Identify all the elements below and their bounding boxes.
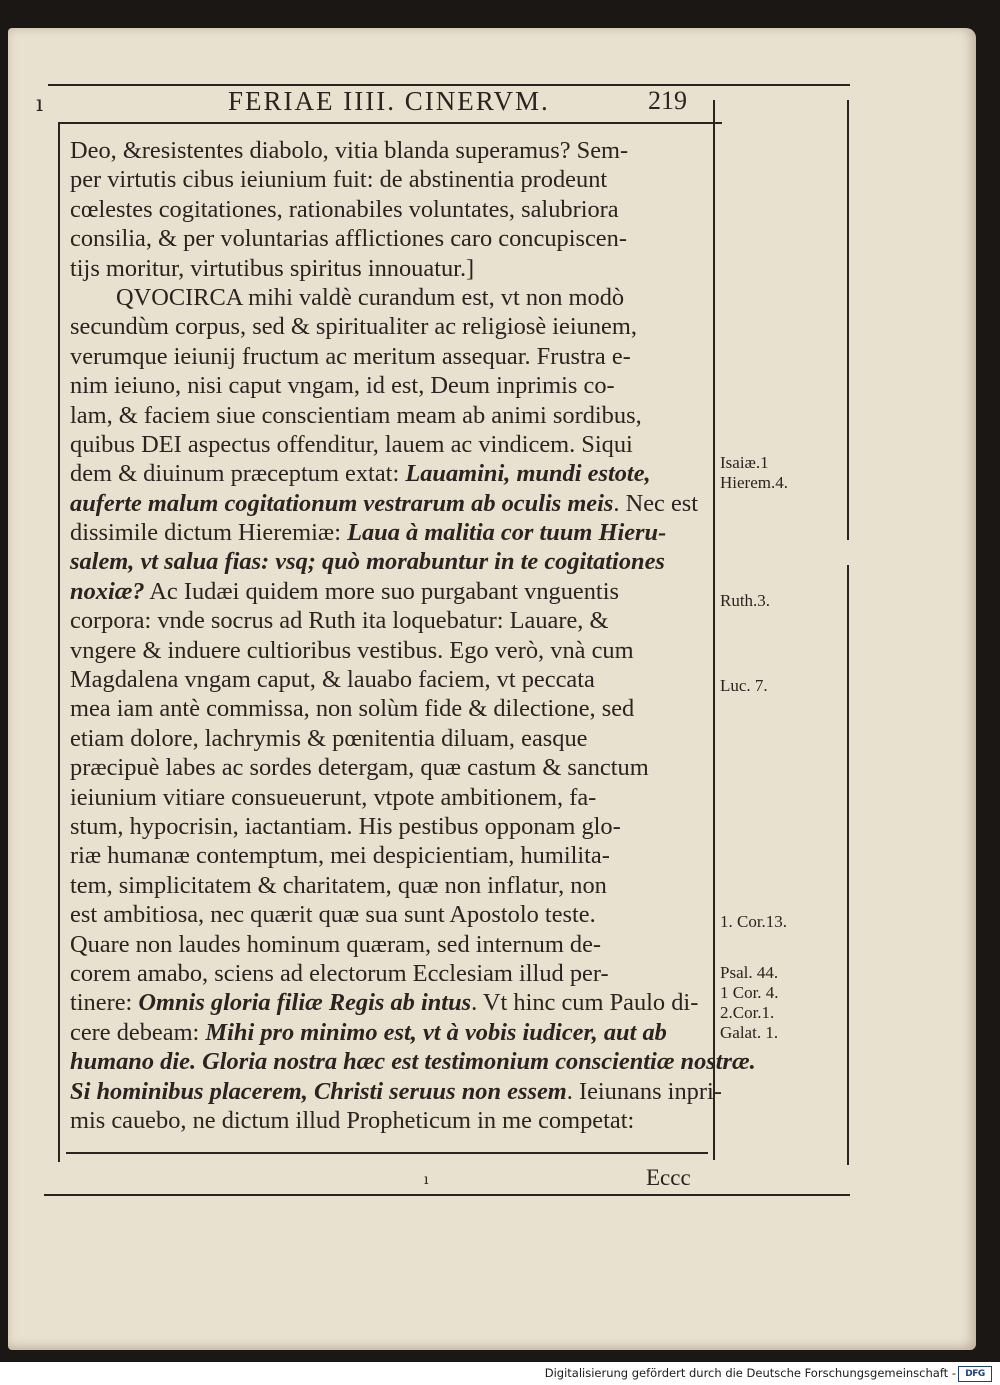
text-line	[70, 547, 706, 576]
text-run: quibus DEI aspectus offenditur, lauem ac vindicem. Siqui	[70, 430, 633, 458]
text-run: riæ humanæ contemptum, mei despicientiam, humilita-	[70, 842, 610, 870]
text-line	[70, 871, 706, 900]
text-run: . Ieiunans inpri-	[566, 1077, 722, 1105]
text-line	[70, 1077, 722, 1106]
text-run: secundùm corpus, sed & spiritualiter ac religiosè ieiunem,	[70, 313, 637, 341]
footer-mark: ı	[424, 1172, 429, 1188]
italic-quote: Laua à malitia cor tuum Hieru-	[347, 519, 667, 547]
text-run: cere debeam:	[70, 1018, 206, 1046]
text-run: mea iam antè commissa, non solùm fide & dilectione, sed	[70, 695, 635, 723]
page-number: 219	[648, 86, 687, 115]
marginal-note: 1 Cor. 4.	[720, 983, 779, 1002]
text-line	[70, 900, 706, 929]
running-head: FERIAE IIII. CINERVM.	[228, 86, 550, 116]
text-run: ieiunium vitiare consueuerunt, vtpote ambitionem, fa-	[70, 783, 597, 811]
text-line	[70, 342, 706, 371]
text-run: verumque ieiunij fructum ac meritum assequar. Frustra e-	[70, 342, 631, 370]
marginal-note: Hierem.4.	[720, 473, 788, 492]
text-line	[70, 783, 706, 812]
italic-quote: auferte malum cogitationum vestrarum ab oculis meis	[70, 489, 614, 517]
text-line	[70, 136, 706, 165]
text-line	[70, 606, 706, 635]
text-line	[70, 312, 706, 341]
marginal-note: 1. Cor.13.	[720, 912, 788, 931]
marginal-note: Galat. 1.	[720, 1023, 779, 1042]
text-run: . Nec est	[613, 489, 699, 517]
text-run: corpora: vnde socrus ad Ruth ita loquebatur: Lauare, &	[70, 607, 609, 635]
text-run: præcipuè labes ac sordes detergam, quæ castum & sanctum	[70, 754, 649, 782]
text-run: Ac Iudæi quidem more suo purgabant vnguentis	[144, 577, 619, 605]
footer-rule-lower	[44, 1194, 850, 1196]
text-run: dem & diuinum præceptum extat:	[70, 460, 406, 488]
text-line	[70, 812, 706, 841]
text-line	[70, 195, 706, 224]
footer-rule-upper	[66, 1152, 708, 1154]
text-line	[70, 254, 706, 283]
signature-mark: Eccc	[646, 1165, 691, 1190]
text-run: consilia, & per voluntarias afflictiones caro concupiscen-	[70, 225, 627, 253]
text-run: stum, hypocrisin, iactantiam. His pestibus opponam glo-	[70, 812, 621, 840]
text-run: tinere:	[70, 989, 139, 1017]
text-run: nim ieiuno, nisi caput vngam, id est, Deum inprimis co-	[70, 372, 615, 400]
text-run: cœlestes cogitationes, rationabiles voluntates, salubriora	[70, 195, 619, 223]
text-line	[70, 694, 706, 723]
italic-quote: Si hominibus placerem, Christi seruus non essem	[70, 1077, 567, 1105]
left-column-rule	[58, 122, 60, 1162]
outer-margin-rule-lower	[847, 565, 849, 1165]
marginal-note: Luc. 7.	[720, 676, 768, 695]
text-line	[70, 930, 706, 959]
marginal-note: 2.Cor.1.	[720, 1003, 775, 1022]
text-run: vngere & induere cultioribus vestibus. Ego verò, vnà cum	[70, 636, 634, 664]
text-line	[70, 459, 706, 488]
text-line	[70, 1018, 706, 1047]
italic-quote: Mihi pro minimo est, vt à vobis iudicer, aut ab	[205, 1018, 667, 1046]
header-rule-bottom	[60, 122, 722, 124]
text-run: dissimile dictum Hieremiæ:	[70, 519, 348, 547]
text-run: per virtutis cibus ieiunium fuit: de abstinentia prodeunt	[70, 166, 608, 194]
text-line	[70, 224, 706, 253]
text-line	[70, 1106, 706, 1135]
italic-quote: noxiæ?	[70, 577, 145, 605]
text-line	[70, 841, 706, 870]
italic-quote: humano die. Gloria nostra hæc est testimonium conscientiæ nostræ.	[70, 1048, 756, 1076]
text-line	[70, 1047, 756, 1076]
text-line	[70, 401, 706, 430]
text-run: tijs moritur, virtutibus spiritus innouatur.]	[70, 254, 475, 282]
marginal-note: Psal. 44.	[720, 963, 779, 982]
text-line	[70, 724, 706, 753]
italic-quote: Lauamini, mundi estote,	[405, 460, 651, 488]
header-mark: ı	[36, 92, 44, 117]
text-line	[70, 988, 706, 1017]
text-line	[70, 371, 706, 400]
dfg-logo-icon: DFG	[958, 1366, 992, 1382]
text-line	[70, 165, 706, 194]
italic-quote: Omnis gloria filiæ Regis ab intus	[138, 989, 472, 1017]
text-run: est ambitiosa, nec quærit quæ sua sunt Apostolo teste.	[70, 901, 596, 929]
marginal-note: Ruth.3.	[720, 591, 771, 610]
text-run: mis cauebo, ne dictum illud Propheticum in me competat:	[70, 1106, 635, 1134]
text-run: Magdalena vngam caput, & lauabo faciem, vt peccata	[70, 666, 595, 694]
text-run: . Vt hinc cum Paulo di-	[471, 989, 699, 1017]
text-run: tem, simplicitatem & charitatem, quæ non inflatur, non	[70, 871, 607, 899]
marginal-note: Isaiæ.1	[720, 453, 769, 472]
italic-quote: salem, vt salua fias: vsq; quò morabuntur in te cogitationes	[70, 548, 665, 576]
text-line	[70, 489, 706, 518]
right-column-rule	[713, 100, 715, 1160]
text-run: Quare non laudes hominum quæram, sed internum de-	[70, 930, 602, 958]
text-run: Deo, &resistentes diabolo, vitia blanda superamus? Sem-	[70, 137, 629, 164]
outer-margin-rule	[847, 100, 849, 540]
text-line	[70, 665, 706, 694]
text-line	[70, 518, 706, 547]
text-line	[70, 753, 706, 782]
text-line	[70, 430, 706, 459]
text-line	[70, 577, 706, 606]
text-run: corem amabo, sciens ad electorum Ecclesiam illud per-	[70, 959, 609, 987]
text-run: QVOCIRCA mihi valdè curandum est, vt non modò	[116, 283, 625, 311]
text-line	[70, 959, 706, 988]
text-run: etiam dolore, lachrymis & pœnitentia diluam, easque	[70, 724, 588, 752]
attribution-text: Digitalisierung gefördert durch die Deutsche Forschungsgemeinschaft -	[544, 1366, 956, 1380]
text-run: lam, & faciem siue conscientiam meam ab animi sordibus,	[70, 401, 642, 429]
text-line	[70, 283, 706, 312]
text-line	[70, 636, 706, 665]
